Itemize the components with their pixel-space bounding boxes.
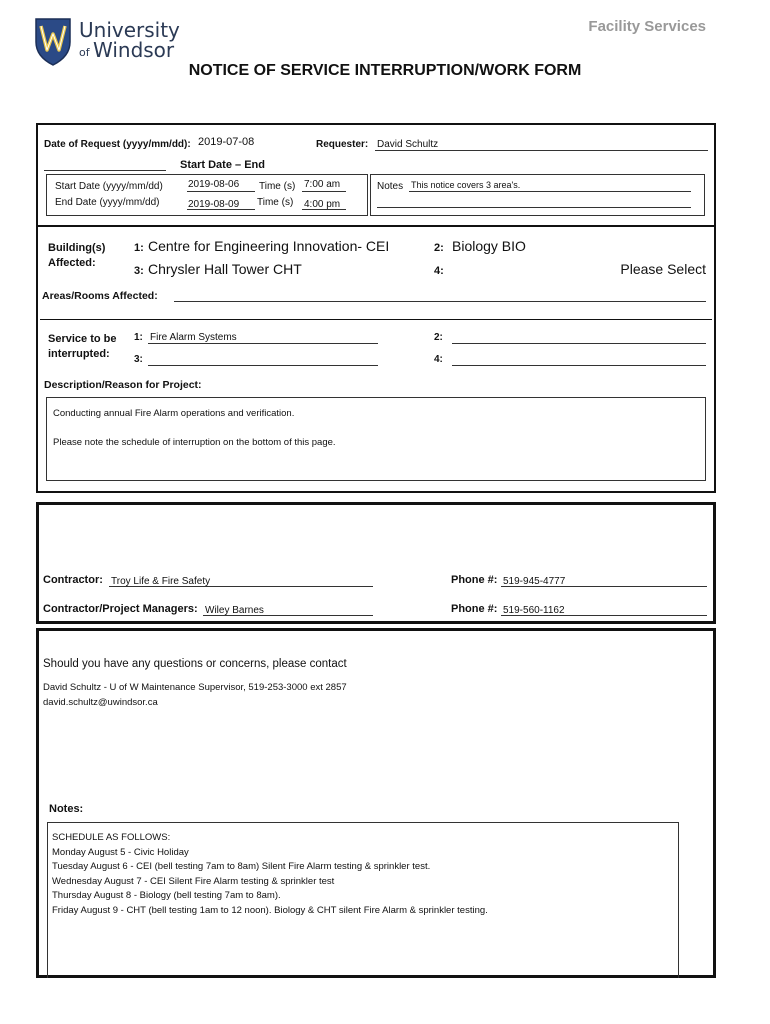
schedule-list xyxy=(52,831,488,918)
requester-value: David Schultz xyxy=(377,139,439,150)
university-logo xyxy=(33,16,180,68)
building-3-select[interactable]: Chrysler Hall Tower CHT xyxy=(148,261,302,277)
description-line-1: Conducting annual Fire Alarm operations and verification. xyxy=(53,408,295,419)
areas-rooms-label: Areas/Rooms Affected: xyxy=(42,290,158,302)
request-notes-value: This notice covers 3 area's. xyxy=(411,180,521,190)
start-time-field[interactable] xyxy=(302,179,346,192)
facility-services-label: Facility Services xyxy=(588,18,706,35)
service-4-field[interactable] xyxy=(452,353,706,366)
description-line-2: Please note the schedule of interruption on the bottom of this page. xyxy=(53,437,336,448)
schedule-line: Thursday August 8 - Biology (bell testing 7am to 8am). xyxy=(52,890,281,901)
phone-1-value: 519-945-4777 xyxy=(503,576,566,587)
affected-label: Affected: xyxy=(48,257,96,269)
description-label: Description/Reason for Project: xyxy=(44,379,202,391)
date-of-request-label: Date of Request (yyyy/mm/dd): xyxy=(44,139,191,150)
interrupted-label: interrupted: xyxy=(48,348,110,360)
phone-2-label: Phone #: xyxy=(451,603,498,615)
areas-rooms-field[interactable] xyxy=(174,289,706,302)
service-3-field[interactable] xyxy=(148,353,378,366)
managers-label: Contractor/Project Managers: xyxy=(43,603,198,615)
contact-line-2: david.schultz@uwindsor.ca xyxy=(43,697,158,708)
form-title: NOTICE OF SERVICE INTERRUPTION/WORK FORM xyxy=(188,62,582,79)
notes-box xyxy=(370,174,705,216)
building-1-select[interactable]: Centre for Engineering Innovation- CEI xyxy=(148,238,390,254)
contact-line-1: David Schultz - U of W Maintenance Supervisor, 519-253-3000 ext 2857 xyxy=(43,682,347,693)
phone-1-field[interactable] xyxy=(501,574,707,587)
notes-label: Notes: xyxy=(49,803,84,815)
building-4-num: 4: xyxy=(434,265,444,277)
schedule-line: Tuesday August 6 - CEI (bell testing 7am to 8am) Silent Fire Alarm testing & sprinkler test. xyxy=(52,861,431,872)
schedule-line: SCHEDULE AS FOLLOWS: xyxy=(52,832,171,843)
request-section xyxy=(36,123,716,227)
service-4-num: 4: xyxy=(434,354,443,365)
contractor-value: Troy Life & Fire Safety xyxy=(111,576,211,587)
schedule-line: Friday August 9 - CHT (bell testing 1am to 12 noon). Biology & CHT silent Fire Alarm & sprinkler testing. xyxy=(52,904,488,916)
requester-label: Requester: xyxy=(316,139,369,150)
logo-of: of xyxy=(79,46,90,59)
end-date-value: 2019-08-09 xyxy=(188,199,240,210)
phone-2-value: 519-560-1162 xyxy=(503,605,565,616)
requester-field[interactable] xyxy=(375,137,708,151)
building-1-num: 1: xyxy=(134,242,144,254)
service-1-num: 1: xyxy=(134,332,143,343)
building-3-num: 3: xyxy=(134,265,144,277)
contractor-field[interactable] xyxy=(109,574,373,587)
end-time-field[interactable] xyxy=(302,197,346,210)
end-date-field[interactable] xyxy=(187,197,255,210)
service-2-num: 2: xyxy=(434,332,443,343)
start-end-heading: Start Date – End xyxy=(180,159,265,171)
service-label: Service to be xyxy=(48,333,117,345)
phone-2-field[interactable] xyxy=(501,603,707,616)
shield-icon xyxy=(33,16,73,66)
phone-1-label: Phone #: xyxy=(451,574,498,586)
request-notes-field[interactable] xyxy=(409,179,691,192)
service-3-num: 3: xyxy=(134,354,143,365)
buildings-label: Building(s) xyxy=(48,242,106,254)
date-of-request-value[interactable]: 2019-07-08 xyxy=(198,136,255,148)
managers-value: Wiley Barnes xyxy=(205,605,264,616)
contractor-section xyxy=(36,502,716,624)
description-textarea[interactable] xyxy=(46,397,706,481)
logo-university: University xyxy=(79,18,180,42)
building-2-num: 2: xyxy=(434,242,444,254)
start-time-label: Time (s) xyxy=(259,181,296,192)
end-time-label: Time (s) xyxy=(257,197,294,208)
contact-intro: Should you have any questions or concerns, please contact xyxy=(43,658,347,670)
request-notes-label: Notes xyxy=(377,181,404,192)
end-date-label: End Date (yyyy/mm/dd) xyxy=(55,197,160,208)
schedule-line: Monday August 5 - Civic Holiday xyxy=(52,846,189,858)
managers-field[interactable] xyxy=(203,603,373,616)
service-2-field[interactable] xyxy=(452,331,706,344)
underline-left xyxy=(44,170,166,171)
contact-section xyxy=(36,628,716,978)
start-date-label: Start Date (yyyy/mm/dd) xyxy=(55,181,163,192)
building-4-select[interactable]: Please Select xyxy=(620,261,706,277)
logo-windsor: Windsor xyxy=(93,38,175,62)
start-time-value: 7:00 am xyxy=(304,179,341,190)
dates-box xyxy=(46,174,368,216)
schedule-line: Wednesday August 7 - CEI Silent Fire Alarm testing & sprinkler test xyxy=(52,875,335,887)
request-notes-line2[interactable] xyxy=(377,195,691,208)
end-time-value: 4:00 pm xyxy=(304,199,341,210)
notes-textarea[interactable] xyxy=(47,822,679,978)
service-1-field[interactable] xyxy=(148,331,378,344)
buildings-service-section xyxy=(36,225,716,493)
service-1-value: Fire Alarm Systems xyxy=(150,332,237,343)
start-date-value: 2019-08-06 xyxy=(188,179,240,190)
start-date-field[interactable] xyxy=(187,179,255,192)
contractor-label: Contractor: xyxy=(43,574,103,586)
building-2-select[interactable]: Biology BIO xyxy=(452,238,526,254)
